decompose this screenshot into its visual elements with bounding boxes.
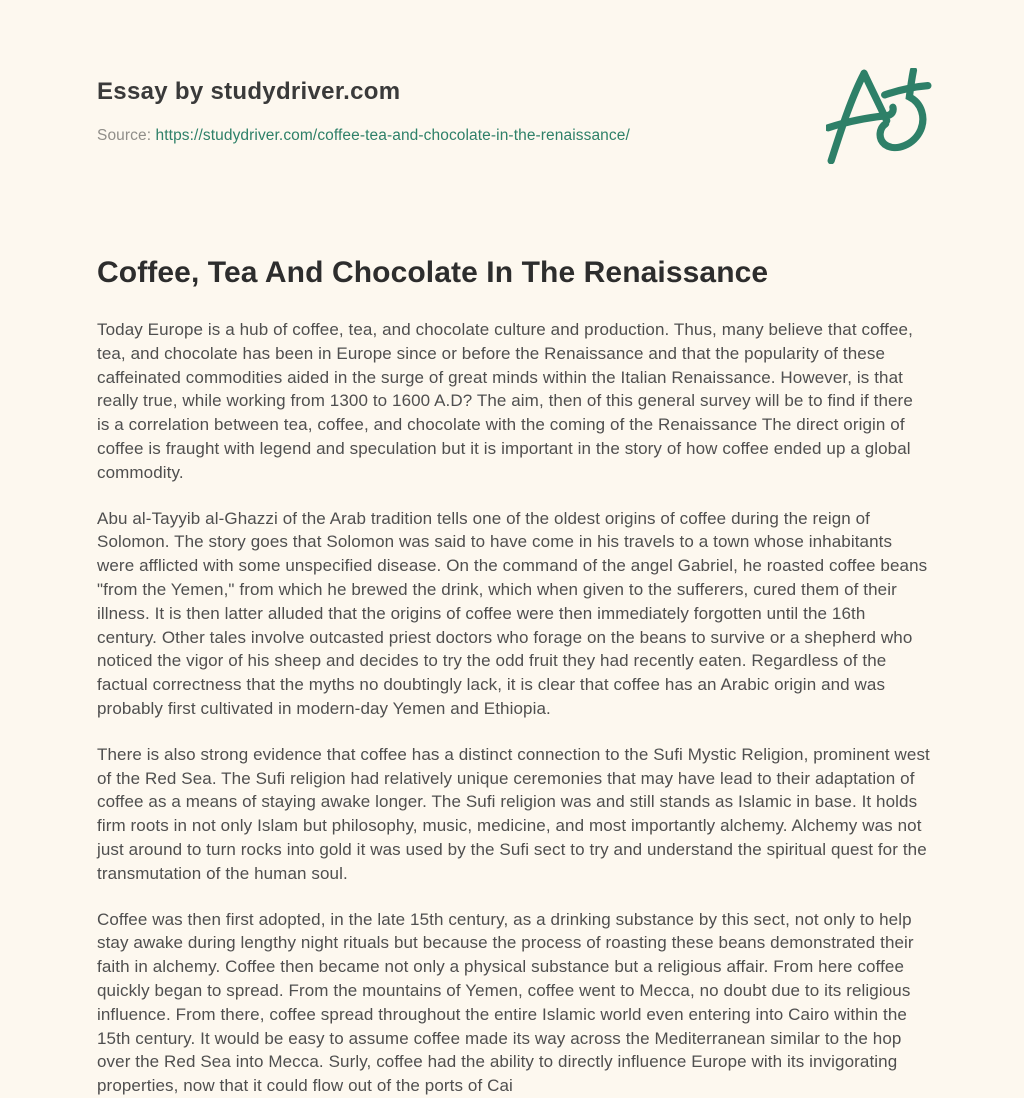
- source-link[interactable]: https://studydriver.com/coffee-tea-and-chocolate-in-the-renaissance/: [155, 127, 630, 144]
- essay-body: [97, 318, 930, 1098]
- essay-paragraph-3: There is also strong evidence that coffee has a distinct connection to the Sufi Mystic Religion, prominent west of the Red Sea. The Sufi religion had relatively unique ceremonies that may have lead to their adaptation of coffee as a means of staying awake longer. The Sufi religion was and still stands as Islamic in base. It holds firm roots in not only Islam but philosophy, music, medicine, and most importantly alchemy. Alchemy was not just around to turn rocks into gold it was used by the Sufi sect to try and understand the spiritual quest for the transmutation of the human soul.: [97, 744, 930, 883]
- essay-paragraph-2: Abu al-Tayyib al-Ghazzi of the Arab tradition tells one of the oldest origins of coffee during the reign of Solomon. The story goes that Solomon was said to have come in his travels to a town whose inhabitants were afflicted with some unspecified disease. On the command of the angel Gabriel, he roasted coffee beans "from the Yemen," from which he brewed the drink, which when given to the sufferers, cured them of their illness. It is then latter alluded that the origins of coffee were then immediately forgotten until the 16th century. Other tales involve outcasted priest doctors who forage on the beans to survive or a shepherd who noticed the vigor of his sheep and decides to try the odd fruit they had recently eaten. Regardless of the factual correctness that the myths no doubtingly lack, it is clear that coffee has an Arabic origin and was probably first cultivated in modern-day Yemen and Ethiopia.: [97, 508, 928, 718]
- a-plus-logo-icon: [826, 68, 932, 164]
- essay-paragraph-4: Coffee was then first adopted, in the late 15th century, as a drinking substance by this sect, not only to help stay awake during lengthy night rituals but because the process of roasting these beans demonstrated their faith in alchemy. Coffee then became not only a physical substance but a religious affair. From here coffee quickly began to spread. From the mountains of Yemen, coffee went to Mecca, no doubt due to its religious influence. From there, coffee spread throughout the entire Islamic world even entering into Cairo within the 15th century. It would be easy to assume coffee made its way across the Mediterranean similar to the hop over the Red Sea into Mecca. Surly, coffee had the ability to directly influence Europe with its invigorating properties, now that it could flow out of the ports of Cai: [97, 909, 914, 1096]
- brand-title: Essay by studydriver.com: [97, 78, 401, 105]
- essay-title: Coffee, Tea And Chocolate In The Renaissance: [97, 256, 769, 289]
- source-line: [97, 126, 930, 146]
- essay-paragraph-1: Today Europe is a hub of coffee, tea, and chocolate culture and production. Thus, many believe that coffee, tea, and chocolate has been in Europe since or before the Renaissance and that the popularity of these caffeinated commodities aided in the surge of great minds within the Italian Renaissance. However, is that really true, while working from 1300 to 1600 A.D? The aim, then of this general survey will be to find if there is a correlation between tea, coffee, and chocolate with the coming of the Renaissance The direct origin of coffee is fraught with legend and speculation but it is important in the story of how coffee ended up a global commodity.: [97, 320, 913, 482]
- source-label: Source:: [97, 127, 152, 144]
